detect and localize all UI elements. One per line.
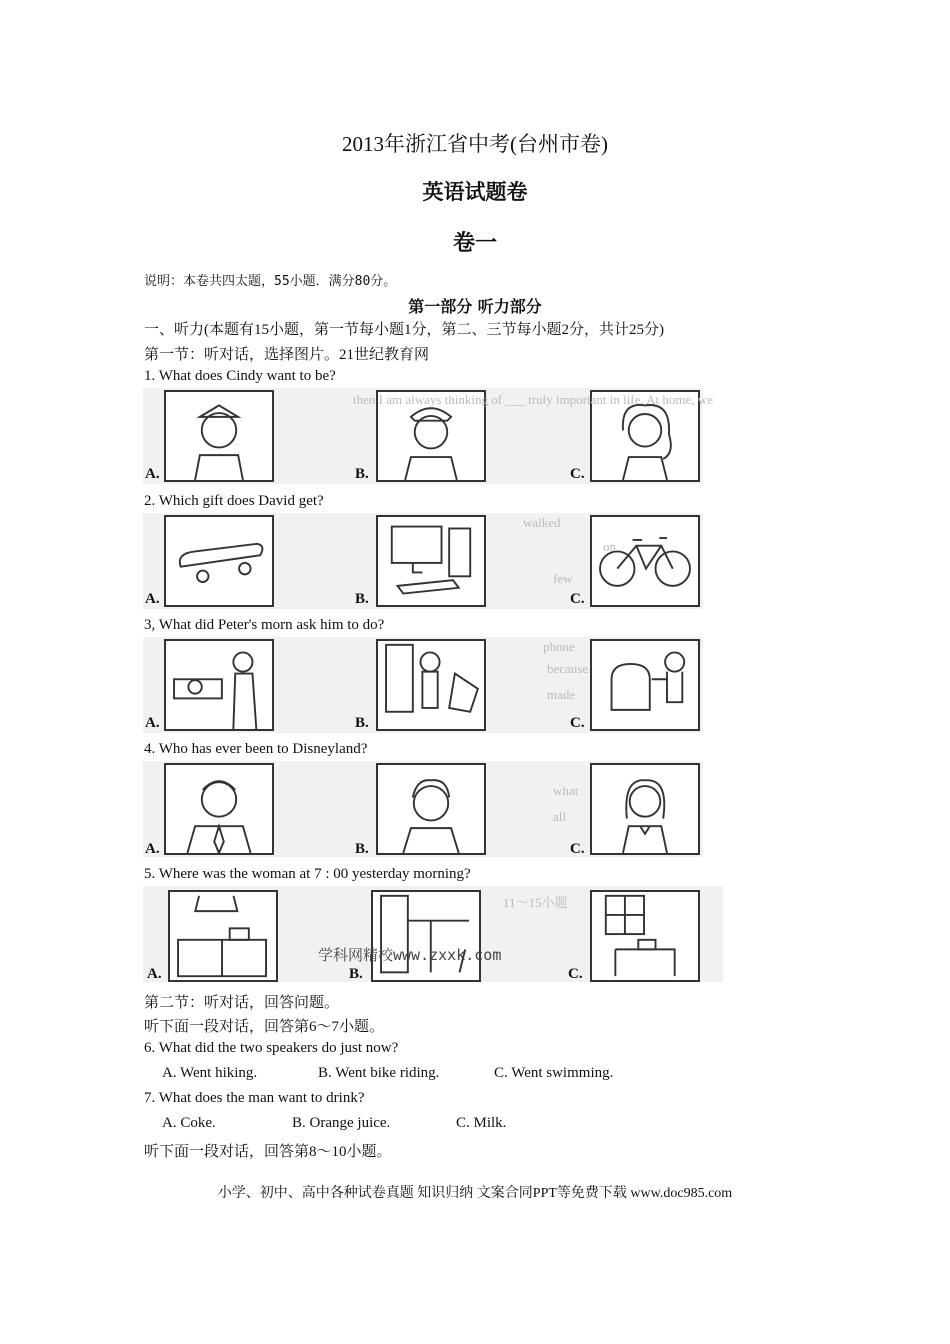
man-picture xyxy=(164,763,274,855)
listening-intro: 一、听力(本题有15小题，第一节每小题1分，第二、三节每小题2分，共计25分) xyxy=(144,322,664,338)
option-b-label: B. xyxy=(355,841,369,857)
washing-dishes-picture xyxy=(164,639,274,731)
footer: 小学、初中、高中各种试卷真题 知识归纳 文案合同PPT等免费下载 www.doc985.com xyxy=(217,1186,733,1201)
question-6-option-c: C. Went swimming. xyxy=(494,1065,614,1081)
dialog-1-intro: 听下面一段对话，回答第6～7小题。 xyxy=(144,1019,385,1035)
question-3: 3, What did Peter's morn ask him to do? xyxy=(144,617,385,633)
option-a-label: A. xyxy=(145,591,160,607)
option-a-label: A. xyxy=(147,966,162,982)
question-3-picture-strip: phone because made A. B. C. xyxy=(143,637,703,733)
document-subtitle: 英语试题卷 xyxy=(422,180,528,204)
option-a-label: A. xyxy=(145,715,160,731)
option-a-label: A. xyxy=(145,466,160,482)
option-c-label: C. xyxy=(570,715,585,731)
option-c-label: C. xyxy=(570,841,585,857)
kitchen-picture xyxy=(168,890,278,982)
option-b-label: B. xyxy=(355,715,369,731)
question-7-option-b: B. Orange juice. xyxy=(292,1115,391,1131)
nurse-picture xyxy=(164,390,274,482)
question-2: 2. Which gift does David get? xyxy=(144,493,324,509)
option-b-label: B. xyxy=(349,966,363,982)
skateboard-picture xyxy=(164,515,274,607)
question-6-option-a: A. Went hiking. xyxy=(162,1065,258,1081)
section-1-heading: 第一节：听对话，选择图片。21世纪教育网 xyxy=(144,347,430,363)
question-6-option-b: B. Went bike riding. xyxy=(318,1065,440,1081)
volume-title: 卷一 xyxy=(452,231,497,256)
boy-picture xyxy=(376,763,486,855)
hallway-picture xyxy=(371,890,481,982)
question-1: 1. What does Cindy want to be? xyxy=(144,368,336,384)
document-title: 2013年浙江省中考(台州市卷) xyxy=(342,132,608,156)
part-title: 第一部分 听力部分 xyxy=(408,297,542,316)
question-7-option-a: A. Coke. xyxy=(162,1115,216,1131)
dialog-2-intro: 听下面一段对话，回答第8～10小题。 xyxy=(144,1144,392,1160)
question-4: 4. Who has ever been to Disneyland? xyxy=(144,741,368,757)
mailing-letter-picture xyxy=(590,639,700,731)
question-6: 6. What did the two speakers do just now? xyxy=(144,1040,399,1056)
option-b-label: B. xyxy=(355,466,369,482)
option-b-label: B. xyxy=(355,591,369,607)
option-c-label: C. xyxy=(570,591,585,607)
question-4-picture-strip: what all A. B. C. xyxy=(143,761,703,857)
question-1-picture-strip: then I am always thinking of ___ truly important in life. At home, we A. B. C. xyxy=(143,388,703,484)
question-7: 7. What does the man want to drink? xyxy=(144,1090,365,1106)
option-c-label: C. xyxy=(570,466,585,482)
option-a-label: A. xyxy=(145,841,160,857)
girl-picture xyxy=(590,763,700,855)
taking-out-trash-picture xyxy=(376,639,486,731)
section-2-heading: 第二节：听对话，回答问题。 xyxy=(144,995,340,1011)
watermark: 学科网精校www.zxxk.com xyxy=(318,946,502,964)
question-5-picture-strip: 11～15小题 A. B. C. xyxy=(143,886,723,982)
question-7-option-c: C. Milk. xyxy=(456,1115,507,1131)
study-room-picture xyxy=(590,890,700,982)
option-c-label: C. xyxy=(568,966,583,982)
instructions: 说明：本卷共四太题，55小题．满分80分。 xyxy=(144,274,397,289)
bicycle-picture xyxy=(590,515,700,607)
question-2-picture-strip: walked on few A. B. C. xyxy=(143,513,703,609)
question-5: 5. Where was the woman at 7 : 00 yesterday morning? xyxy=(144,866,471,882)
computer-picture xyxy=(376,515,486,607)
